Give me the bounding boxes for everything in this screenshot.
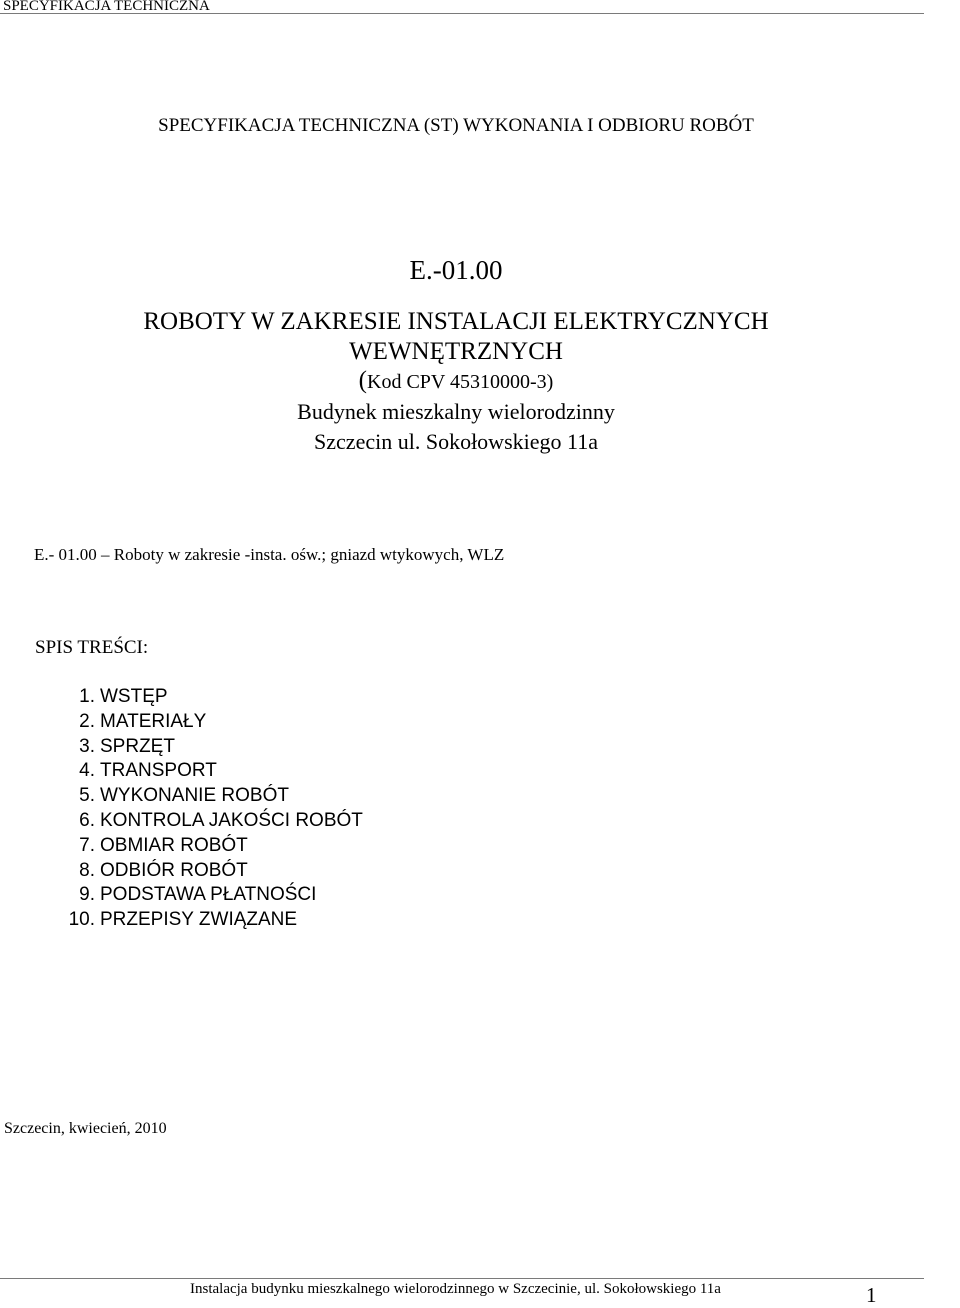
place-and-date: Szczecin, kwiecień, 2010 [4,1120,167,1137]
footer-divider [0,1278,924,1279]
toc-item-number: 6. [79,809,95,831]
toc-item-label: SPRZĘT [100,735,175,757]
document-code: E.-01.00 [409,255,503,285]
running-footer: Instalacja budynku mieszkalnego wielorodzinnego w Szczecinie, ul. Sokołowskiego 11a [190,1281,721,1297]
toc-item-label: OBMIAR ROBÓT [100,834,248,856]
cpv-code [0,366,912,397]
title-line-1: ROBOTY W ZAKRESIE INSTALACJI ELEKTRYCZNYCH [143,308,769,335]
toc-item-number: 4. [79,760,95,782]
toc-item-number: 2. [79,710,95,732]
title-line-2: WEWNĘTRZNYCH [349,338,563,365]
running-header: SPECYFIKACJA TECHNICZNA [3,0,210,14]
title-block [0,307,912,457]
scope-subtitle: E.- 01.00 – Roboty w zakresie -insta. ośw.; gniazd wtykowych, WLZ [34,545,505,564]
toc-item-label: KONTROLA JAKOŚCI ROBÓT [100,809,363,831]
toc-heading: SPIS TREŚCI: [35,637,149,658]
toc-item-number: 5. [79,785,95,807]
specification-title: SPECYFIKACJA TECHNICZNA (ST) WYKONANIA I ODBIORU ROBÓT [158,115,754,136]
toc-item-label: WSTĘP [100,686,168,707]
toc-item-label: WYKONANIE ROBÓT [100,785,289,807]
cpv-text: Kod CPV 45310000-3) [367,371,554,393]
toc-item-number: 3. [79,735,95,757]
toc-item-label: TRANSPORT [100,760,217,782]
header-divider [0,13,924,14]
toc-item-number: 1. [79,686,95,707]
toc-item-number: 9. [79,884,95,906]
cpv-open-paren: ( [358,367,367,394]
toc-item-number: 8. [79,859,95,881]
building-address: Szczecin ul. Sokołowskiego 11a [314,429,598,454]
toc-item-number: 7. [79,834,95,856]
toc-item-label: PODSTAWA PŁATNOŚCI [100,884,317,906]
toc-item-number: 10. [68,909,95,931]
page-number: 1 [866,1283,877,1307]
toc-item-label: MATERIAŁY [100,710,207,732]
building-name: Budynek mieszkalny wielorodzinny [297,399,615,424]
toc-item-label: PRZEPISY ZWIĄZANE [100,909,298,931]
toc-item-label: ODBIÓR ROBÓT [100,859,248,881]
